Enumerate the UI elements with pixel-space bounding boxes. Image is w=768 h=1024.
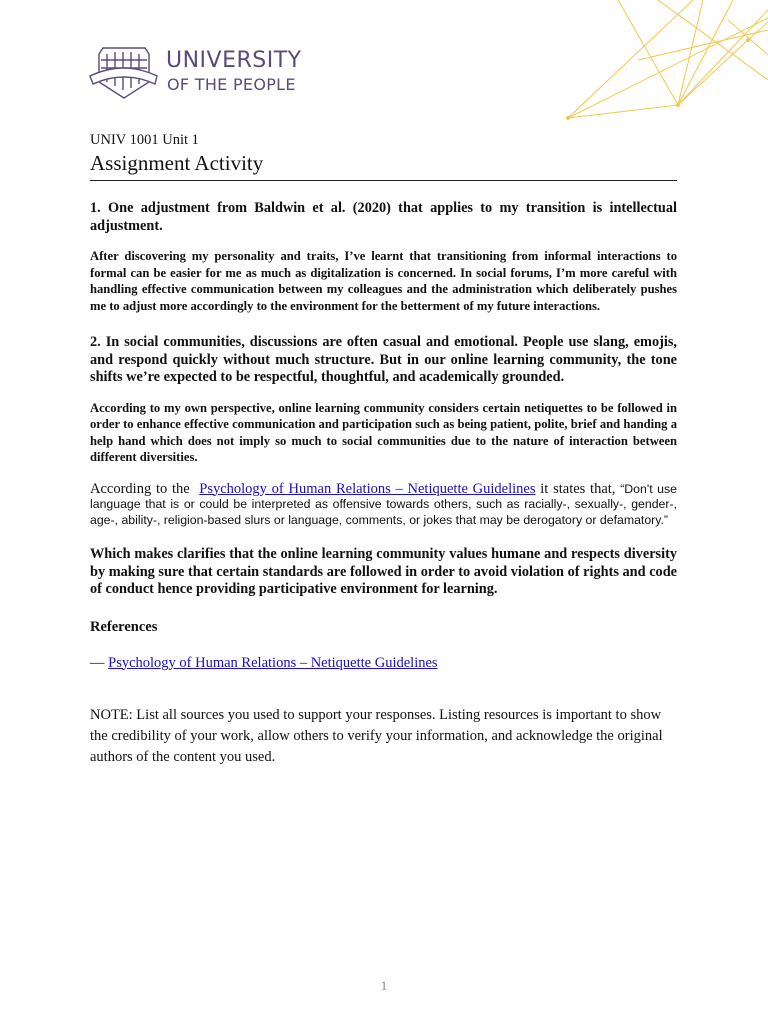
reference-item	[90, 655, 677, 672]
quote-lead: According to the	[90, 480, 190, 497]
netiquette-guidelines-link[interactable]: Psychology of Human Relations – Netiquette Guidelines	[199, 480, 536, 497]
university-logo	[89, 42, 329, 104]
reference-dash: —	[90, 654, 105, 671]
sources-note: NOTE: List all sources you used to support your responses. Listing resources is important to show the credibility of your work, allow others to verify your information, and acknowledge the original authors of the content you used.	[90, 706, 663, 765]
answer-2: According to my own perspective, online learning community considers certain netiquettes to be followed in order to enhance effective communication and participation such as being patient, polite, brief and handing a help hand which does not imply so much to social communities due to the nature of interaction between different diversities.	[90, 400, 677, 464]
document-body	[90, 128, 677, 768]
question-1: 1. One adjustment from Baldwin et al. (2020) that applies to my transition is intellectual adjustment.	[90, 200, 677, 234]
quote-connector: it states that,	[540, 480, 616, 497]
quote-paragraph	[90, 482, 677, 529]
logo-wordmark-line2: OF THE PEOPLE	[167, 75, 296, 94]
answer-1: After discovering my personality and traits, I’ve learnt that transitioning from informal interactions to formal can be easier for me as much as digitalization is concerned. In social forums, I’m more careful with handling effective communication between my colleagues and the administration which deliberately pushes me to adjust more accordingly to the environment for the betterment of my future interactions.	[90, 249, 677, 313]
course-code: UNIV 1001 Unit 1	[90, 132, 199, 148]
question-2: 2. In social communities, discussions are often casual and emotional. People use slang, emojis, and respond quickly without much structure. But in our online learning community, the tone shifts we’re expected to be respectful, thoughtful, and academically grounded.	[90, 334, 677, 385]
references-heading: References	[90, 618, 158, 635]
logo-wordmark-line1: UNIVERSITY	[166, 48, 302, 73]
page-number: 1	[380, 978, 388, 993]
reference-link[interactable]: Psychology of Human Relations – Netiquette Guidelines	[108, 654, 438, 671]
quote-text: “Don't use language that is or could be interpreted as offensive towards others, such as racially-, sexually-, gender-, age-, ability-, religion-based slurs or language, comments, or jokes that may be derogatory or defamatory.”	[90, 481, 678, 527]
uopeople-seal-icon	[89, 42, 159, 102]
geometric-lines-icon	[558, 0, 768, 125]
title-divider	[90, 180, 677, 181]
page-title: Assignment Activity	[90, 151, 264, 175]
conclusion: Which makes clarifies that the online learning community values humane and respects diversity by making sure that certain standards are followed in order to avoid violation of rights and code of conduct hence providing participative environment for learning.	[90, 546, 677, 597]
